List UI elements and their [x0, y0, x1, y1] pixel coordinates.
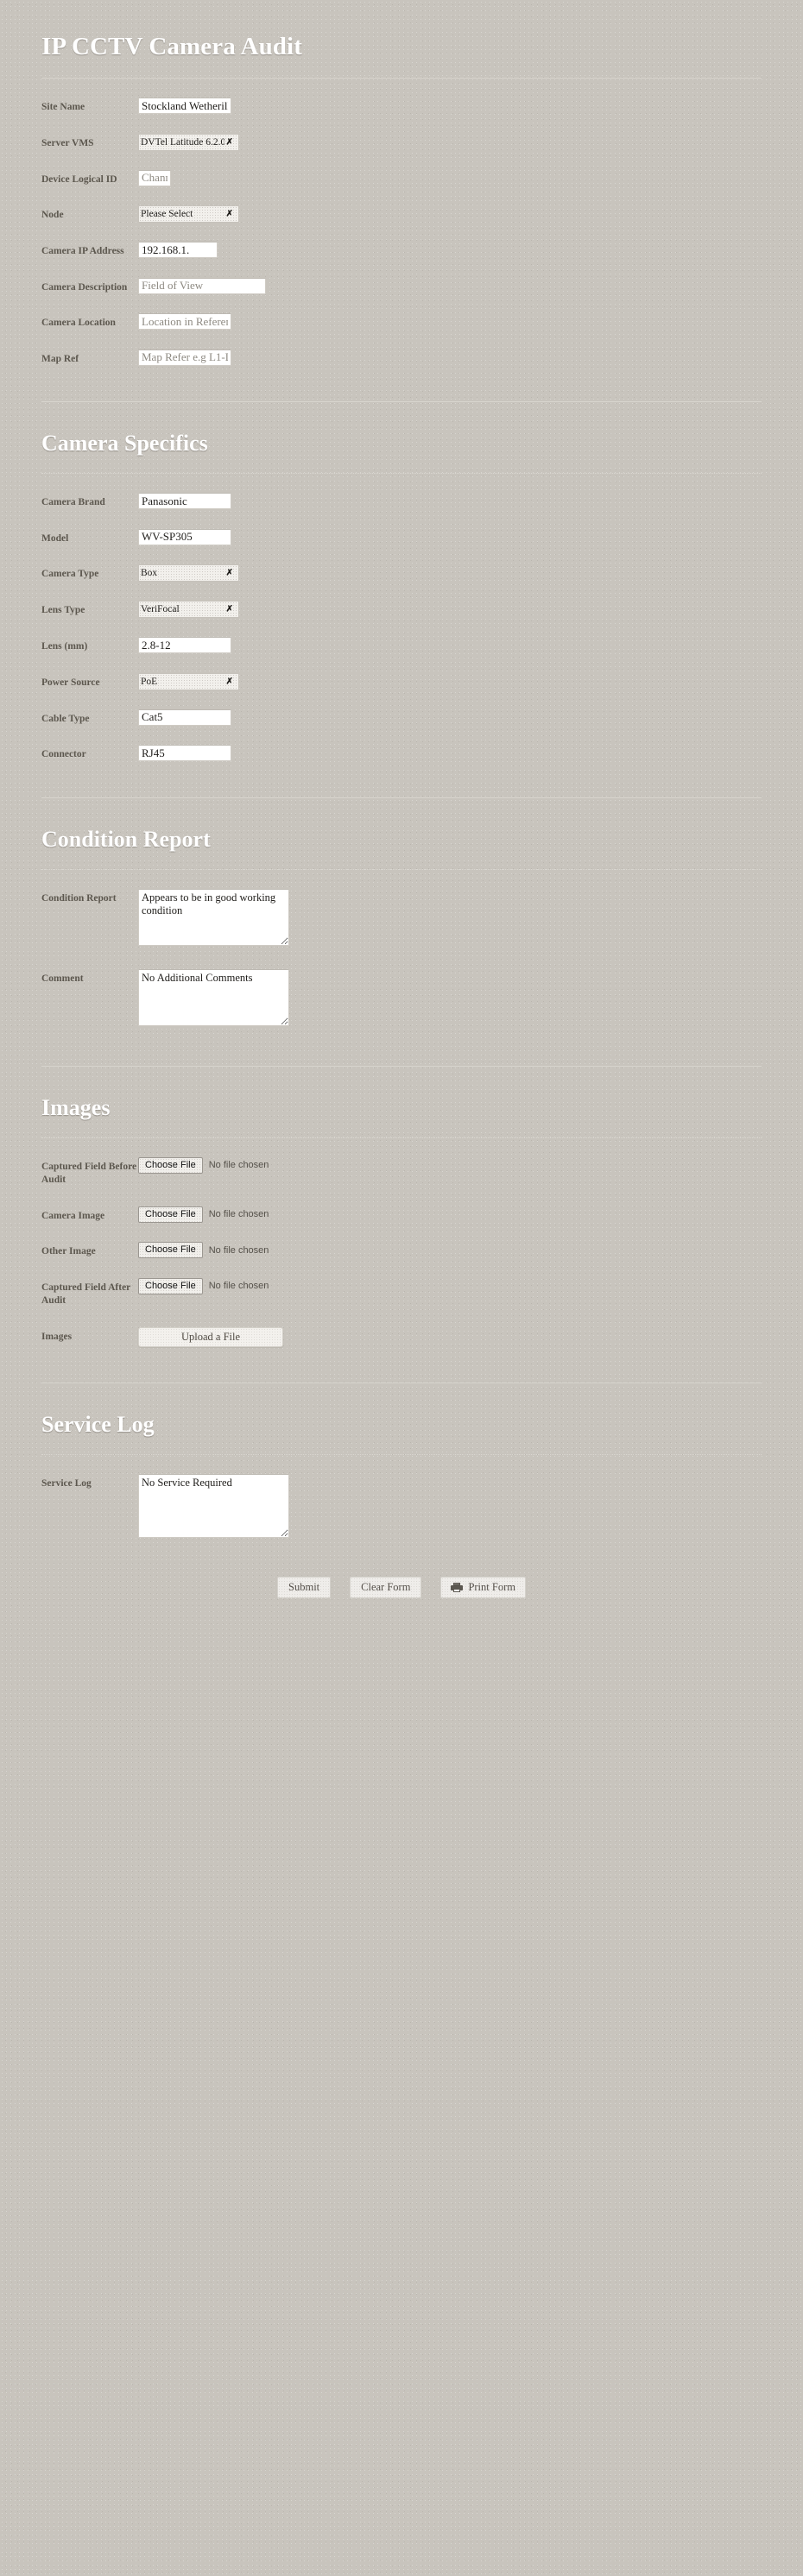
field-server-vms: [41, 134, 762, 151]
label-device-logical-id: Device Logical ID: [41, 173, 117, 185]
map-ref-input[interactable]: [138, 350, 231, 366]
label-images-upload: Images: [41, 1331, 73, 1342]
field-camera-location: [41, 313, 762, 331]
field-map-ref: [41, 350, 762, 367]
captured-before-no-file-text: No file chosen: [208, 1160, 269, 1171]
chevron-down-icon: ✗: [225, 137, 233, 148]
images-divider-bottom: [41, 1137, 762, 1138]
camera-specifics-divider-bottom: [41, 473, 762, 474]
label-server-vms: Server VMS: [41, 137, 94, 148]
label-comment: Comment: [41, 973, 84, 984]
comment-textarea[interactable]: [138, 969, 289, 1026]
camera-specifics-divider-top: [41, 401, 762, 402]
model-input[interactable]: [138, 529, 231, 545]
label-camera-description: Camera Description: [41, 281, 128, 293]
condition-report-divider-bottom: [41, 869, 762, 870]
field-connector: [41, 745, 762, 762]
label-node: Node: [41, 210, 64, 221]
label-camera-ip-address: Camera IP Address: [41, 246, 124, 257]
label-camera-image: Camera Image: [41, 1210, 105, 1221]
field-device-logical-id: [41, 170, 762, 187]
field-captured-field-after-audit: [41, 1278, 762, 1308]
other-image-no-file-text: No file chosen: [208, 1244, 269, 1256]
node-select[interactable]: [138, 205, 239, 223]
camera-type-wrap: [138, 564, 239, 582]
section-title-camera-specifics: Camera Specifics: [41, 431, 208, 457]
camera-image-no-file-text: No file chosen: [208, 1209, 269, 1220]
chevron-down-icon: ✗: [225, 209, 233, 219]
field-lens-type: [41, 601, 762, 618]
camera-location-input[interactable]: [138, 313, 231, 330]
field-other-image: [41, 1242, 762, 1259]
label-cable-type: Cable Type: [41, 713, 90, 724]
captured-after-no-file-text: No file chosen: [208, 1281, 269, 1292]
printer-icon: [451, 1583, 463, 1592]
label-service-log: Service Log: [41, 1477, 92, 1489]
connector-input[interactable]: [138, 745, 231, 761]
server-vms-wrap: [138, 134, 239, 151]
label-camera-type: Camera Type: [41, 569, 99, 580]
field-captured-field-before-audit: [41, 1157, 762, 1187]
section-title-service-log: Service Log: [41, 1411, 155, 1437]
upload-a-file-button[interactable]: Upload a File: [138, 1327, 283, 1347]
section-title-images: Images: [41, 1094, 111, 1120]
lens-type-wrap: [138, 601, 239, 618]
label-camera-brand: Camera Brand: [41, 497, 105, 508]
camera-ip-address-input[interactable]: [138, 242, 218, 258]
label-map-ref: Map Ref: [41, 353, 79, 364]
other-image-choose-file-button[interactable]: Choose File: [138, 1242, 203, 1258]
label-lens-mm: Lens (mm): [41, 641, 88, 652]
images-divider-top: [41, 1066, 762, 1067]
chevron-down-icon: ✗: [225, 677, 233, 687]
field-node: [41, 205, 762, 223]
print-form-button[interactable]: [440, 1577, 526, 1598]
print-form-label: Print Form: [468, 1580, 515, 1593]
field-condition-report: [41, 889, 762, 950]
field-model: [41, 529, 762, 546]
field-camera-brand: [41, 493, 762, 510]
section-title-condition-report: Condition Report: [41, 826, 211, 852]
field-lens-mm: [41, 637, 762, 654]
camera-image-choose-file-button[interactable]: Choose File: [138, 1206, 203, 1223]
service-log-textarea[interactable]: [138, 1474, 289, 1538]
power-source-wrap: [138, 673, 239, 690]
lens-type-select[interactable]: [138, 601, 239, 618]
device-logical-id-input[interactable]: [138, 170, 171, 186]
node-wrap: [138, 205, 239, 223]
camera-description-input[interactable]: [138, 278, 266, 294]
captured-after-choose-file-button[interactable]: Choose File: [138, 1278, 203, 1294]
label-other-image: Other Image: [41, 1246, 96, 1257]
label-connector: Connector: [41, 749, 86, 760]
condition-report-divider-top: [41, 797, 762, 798]
condition-report-textarea[interactable]: [138, 889, 289, 946]
lens-mm-input[interactable]: [138, 637, 231, 653]
camera-brand-input[interactable]: [138, 493, 231, 509]
chevron-down-icon: ✗: [225, 568, 233, 578]
label-captured-field-after-audit: Captured Field After Audit: [41, 1282, 131, 1307]
power-source-select[interactable]: [138, 673, 239, 690]
camera-image-file-row: [138, 1206, 762, 1223]
form-page: [0, 33, 803, 1633]
label-model: Model: [41, 532, 69, 544]
captured-before-file-row: [138, 1157, 762, 1174]
cable-type-input[interactable]: [138, 709, 231, 726]
captured-after-file-row: [138, 1278, 762, 1294]
submit-button[interactable]: Submit: [277, 1577, 331, 1598]
title-divider: [41, 78, 762, 79]
field-service-log: [41, 1474, 762, 1542]
page-title: IP CCTV Camera Audit: [41, 33, 302, 60]
label-site-name: Site Name: [41, 102, 85, 112]
field-comment: [41, 969, 762, 1030]
label-power-source: Power Source: [41, 677, 100, 688]
label-camera-location: Camera Location: [41, 318, 116, 329]
service-log-divider-bottom: [41, 1454, 762, 1455]
field-cable-type: [41, 709, 762, 727]
captured-before-choose-file-button[interactable]: Choose File: [138, 1157, 203, 1174]
service-log-divider-top: [41, 1382, 762, 1383]
server-vms-select[interactable]: [138, 134, 239, 151]
field-camera-ip-address: [41, 242, 762, 259]
label-condition-report: Condition Report: [41, 892, 117, 904]
camera-type-select[interactable]: [138, 564, 239, 582]
label-lens-type: Lens Type: [41, 605, 85, 616]
field-images-upload: [41, 1327, 762, 1347]
field-camera-description: [41, 278, 762, 295]
other-image-file-row: [138, 1242, 762, 1258]
field-power-source: [41, 673, 762, 690]
clear-form-button[interactable]: Clear Form: [350, 1577, 421, 1598]
field-camera-image: [41, 1206, 762, 1224]
field-camera-type: [41, 564, 762, 582]
field-site-name: [41, 98, 762, 115]
label-captured-field-before-audit: Captured Field Before Audit: [41, 1161, 137, 1186]
form-button-bar: [41, 1577, 762, 1633]
chevron-down-icon: ✗: [225, 604, 233, 614]
site-name-input[interactable]: [138, 98, 231, 114]
